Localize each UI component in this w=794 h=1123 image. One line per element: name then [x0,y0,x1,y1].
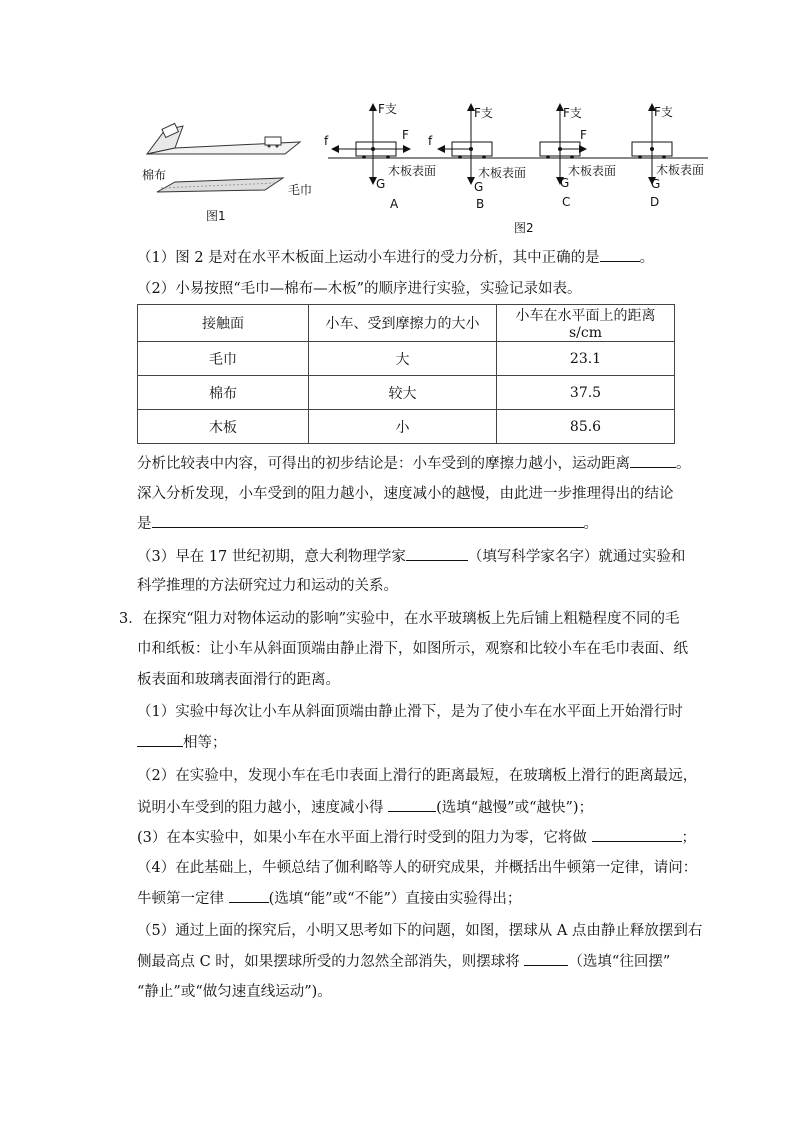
figure-2-caption: 图2 [514,221,534,235]
table-row [138,342,675,376]
q3-sub4-end: (选填“能”或“不能”）直接由实验得出； [268,891,522,907]
answer-blank[interactable] [592,827,682,842]
q3-sub2-text: 说明小车受到的阻力越小，速度减小得 [137,800,384,816]
answer-blank[interactable] [630,453,676,468]
table-row [138,410,675,444]
answer-blank[interactable] [524,951,568,966]
q2-part1 [137,247,654,268]
q2-analysis-line1 [137,453,691,474]
q2-part1-text: （1）图 2 是对在水平木板面上运动小车进行的受力分析，其中正确的是 [137,250,600,266]
q2-part3-line2: 科学推理的方法研究过力和运动的关系。 [137,578,398,594]
table-cell: 小 [309,410,497,444]
q3-intro-line2: 巾和纸板：让小车从斜面顶端由静止滑下，如图所示，观察和比较小车在毛巾表面、纸 [137,641,688,657]
q3-sub3-end: ； [681,830,696,846]
table-cell: 37.5 [497,376,675,410]
panel-c-support-label: F支 [563,106,582,120]
table-cell: 毛巾 [138,342,309,376]
label-cotton: 棉布 [142,168,167,182]
q3-sub1-line2 [137,732,227,753]
q2-part3-text: （3）早在 17 世纪初期，意大利物理学家 [137,549,406,565]
figure-2-diagram [318,98,710,210]
panel-a-force-label: F [402,128,409,142]
q3-sub3-text: (3）在本实验中，如果小车在水平面上滑行时受到的阻力为零，它将做 [137,830,587,846]
table-cell: 23.1 [497,342,675,376]
table-header-cell: 小车在水平面上的距离 s/cm [497,305,675,342]
q3-sub5-line1: （5）通过上面的探究后，小明又思考如下的问题，如图，摆球从 A 点由静止释放摆到右 [137,923,703,939]
q3-sub1-line1 [137,702,683,722]
q2-analysis1-text: 分析比较表中内容，可得出的初步结论是：小车受到的摩擦力越小，运动距离 [137,456,630,472]
q3-sub5-end: （选填“往回摆” [568,954,671,970]
panel-a-letter: A [390,197,399,211]
panel-b-surface-label: 木板表面 [478,166,527,180]
table-header-cell: 接触面 [138,305,309,342]
q2-part3-end: （填写科学家名字）就通过实验和 [467,549,686,565]
q3-sub2-end: (选填“越慢”或“越快”)； [436,800,594,816]
label-towel: 毛巾 [288,183,313,197]
q3-sub5-line3: “静止”或“做匀速直线运动”)。 [137,984,332,1000]
q3-sub1-text: （1）实验中每次让小车从斜面顶端由静止滑下，是为了使小车在水平面上开始滑行时 [137,704,683,720]
table-cell: 大 [309,342,497,376]
q2-part1-end: 。 [639,250,655,266]
q2-analysis3-end: 。 [583,516,598,532]
q3-sub2-line2 [137,797,593,818]
table-cell: 85.6 [497,410,675,444]
q2-analysis-line2: 深入分析发现，小车受到的阻力越小，速度减小的越慢，由此进一步推理得出的结论 [137,486,674,502]
answer-blank[interactable] [388,797,436,812]
table-cell: 较大 [309,376,497,410]
q3-intro-line3: 板表面和玻璃表面滑行的距离。 [137,672,340,688]
q2-analysis3-text: 是 [137,516,152,532]
panel-c-letter: C [562,195,571,209]
panel-a-surface-label: 木板表面 [388,164,437,178]
panel-c-gravity-label: G [560,176,570,190]
q2-analysis-line3 [137,513,598,534]
q3-sub4-line1: （4）在此基础上，牛顿总结了伽利略等人的研究成果，并概括出牛顿第一定律，请问： [137,860,698,876]
panel-d-letter: D [650,195,660,209]
q3-sub5-text: 侧最高点 C 时，如果摆球所受的力忽然全部消失，则摆球将 [137,954,520,970]
panel-a-gravity-label: G [376,177,386,191]
panel-d-support-label: F支 [654,105,673,119]
q3-sub3 [137,827,696,848]
panel-a-support-label: F支 [378,102,397,116]
answer-blank[interactable] [229,888,269,903]
q2-part3-line1 [137,546,685,567]
panel-a-friction-label: f [324,134,329,148]
answer-blank[interactable] [137,732,183,747]
q3-intro-line1: 3．在探究“阻力对物体运动的影响”实验中，在水平玻璃板上先后铺上粗糙程度不同的毛 [119,611,680,627]
answer-blank[interactable] [152,513,584,528]
panel-b-gravity-label: G [474,180,484,194]
q3-sub1-end: 相等； [183,735,227,751]
panel-d-surface-label: 木板表面 [656,163,705,177]
q3-sub4-line2 [137,888,521,909]
q2-analysis1-end: 。 [676,456,691,472]
table-cell: 木板 [138,410,309,444]
table-cell: 棉布 [138,376,309,410]
q2-part2: （2）小易按照“毛巾—棉布—木板”的顺序进行实验，实验记录如表。 [137,281,582,297]
q3-sub5-line2 [137,951,670,972]
panel-c-force-label: F [580,128,587,142]
answer-blank[interactable] [406,546,468,561]
table-row [138,376,675,410]
answer-blank[interactable] [600,247,640,262]
panel-c-surface-label: 木板表面 [568,164,617,178]
table-header-row [138,305,675,342]
experiment-record-table [137,304,675,444]
table-header-cell: 小车、受到摩擦力的大小 [309,305,497,342]
panel-d-gravity-label: G [651,177,661,191]
panel-b-letter: B [476,197,485,211]
panel-b-support-label: F支 [474,106,493,120]
q3-sub4-text: 牛顿第一定律 [137,891,224,907]
figure-1-caption: 图1 [206,209,226,223]
q3-sub2-line1: （2）在实验中，发现小车在毛巾表面上滑行的距离最短，在玻璃板上滑行的距离最远， [137,768,698,784]
panel-b-friction-label: f [428,134,433,148]
